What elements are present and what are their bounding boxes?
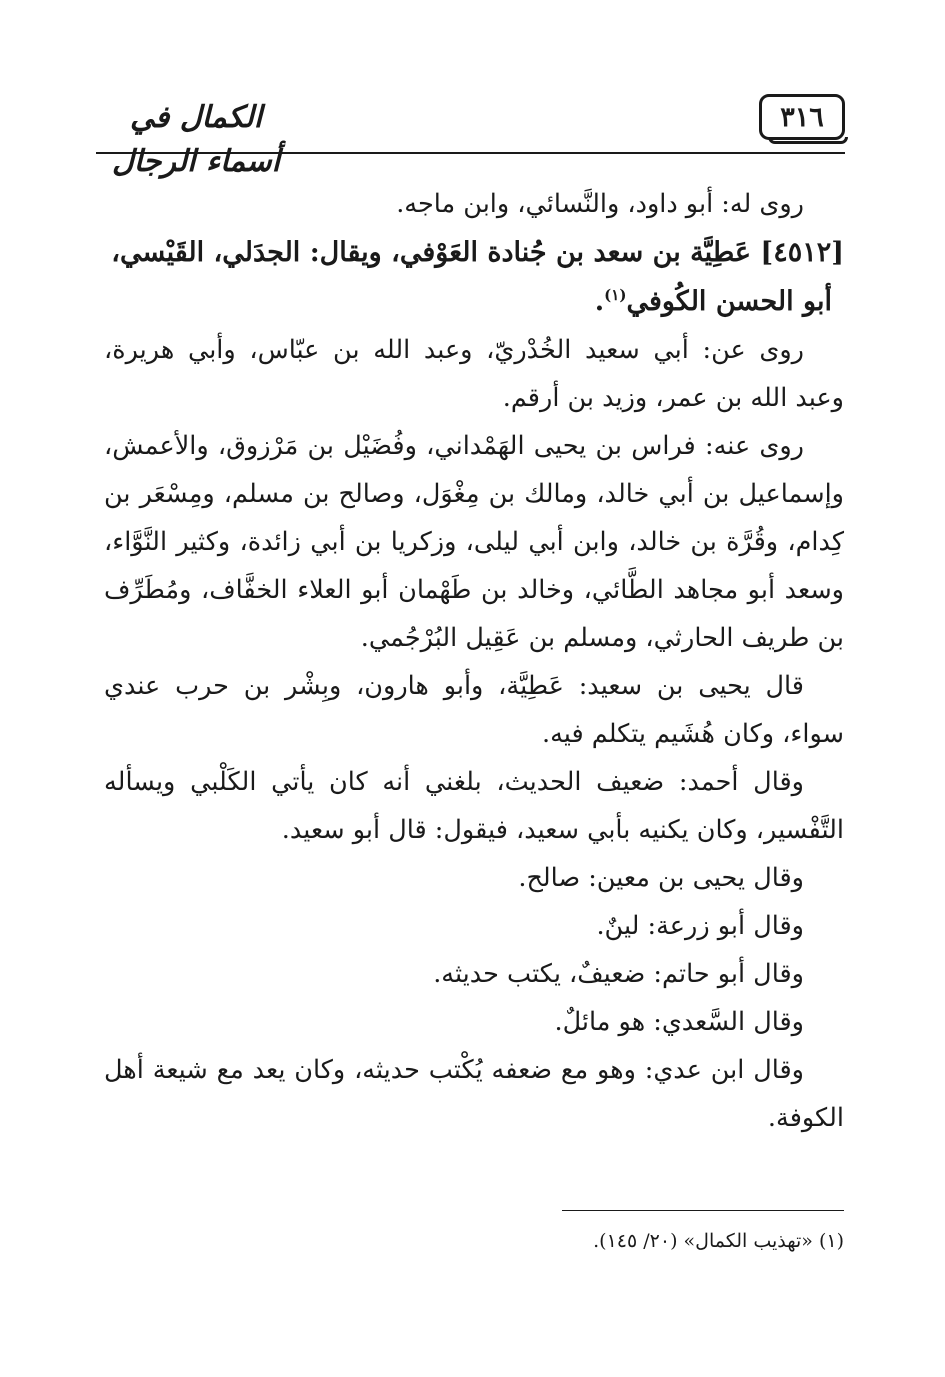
page-number: ٣١٦: [759, 94, 845, 140]
entry-heading-kunya: أبو الحسن الكُوفي: [626, 286, 832, 317]
footnote-reference[interactable]: (١): [604, 286, 627, 304]
page-header: [96, 88, 845, 179]
paragraph-saadi: وقال السَّعدي: هو مائلٌ.: [554, 1007, 804, 1037]
paragraph-ibn-adi: وقال ابن عدي: وهو مع ضعفه يُكْتب حديثه، وكان يعد مع شيعة أهل الكوفة.: [104, 1055, 844, 1133]
book-title: الكمال في أسماء الرجال: [111, 100, 281, 179]
paragraph-abu-zura: وقال أبو زرعة: لينٌ.: [596, 911, 804, 941]
footnote-1: (١) «تهذيب الكمال» (٢٠/ ١٤٥).: [593, 1230, 844, 1252]
paragraph-narrators: روى له: أبو داود، والنَّسائي، وابن ماجه.: [396, 189, 804, 219]
footnote-divider: [562, 1210, 844, 1211]
paragraph-abu-hatim: وقال أبو حاتم: ضعيفٌ، يكتب حديثه.: [433, 959, 804, 989]
paragraph-ahmad: وقال أحمد: ضعيف الحديث، بلغني أنه كان يأتي الكَلْبي ويسأله التَّفْسير، وكان يكنيه بأبي سعيد، فيقول: قال أبو سعيد.: [104, 767, 844, 845]
entry-heading: [104, 228, 844, 326]
entry-heading-line2: [104, 277, 844, 326]
entry-heading-line1: [٤٥١٢] عَطِيَّة بن سعد بن جُنادة العَوْفي، ويقال: الجدَلي، القَيْسي،: [111, 237, 844, 268]
paragraph-ibn-maeen: وقال يحيى بن معين: صالح.: [518, 863, 804, 893]
paragraph-narrated-from: روى عن: أبي سعيد الخُدْريّ، وعبد الله بن عبّاس، وأبي هريرة، وعبد الله بن عمر، وزيد بن أرقم.: [104, 335, 844, 413]
entry-heading-end: .: [594, 286, 605, 317]
page-content: [104, 180, 844, 1142]
header-divider: [96, 152, 845, 154]
paragraph-yahya-ibn-said: قال يحيى بن سعيد: عَطِيَّة، وأبو هارون، وبِشْر بن حرب عندي سواء، وكان هُشَيم يتكلم فيه.: [104, 671, 844, 749]
paragraph-narrated-by: روى عنه: فراس بن يحيى الهَمْداني، وفُضَيْل بن مَرْزوق، والأعمش، وإسماعيل بن أبي خالد، ومالك بن مِغْوَل، وصالح بن مسلم، ومِسْعَر بن كِدام، وقُرَّة بن خالد، وابن أبي ليلى، وزكريا بن أبي زائدة، وكثير النَّوَّاء، وسعد أبو مجاهد الطَّائي، وخالد بن طَهْمان أبو العلاء الخفَّاف، ومُطَرِّف بن طريف الحارثي، ومسلم بن عَقِيل البُرْجُمي.: [104, 431, 844, 653]
